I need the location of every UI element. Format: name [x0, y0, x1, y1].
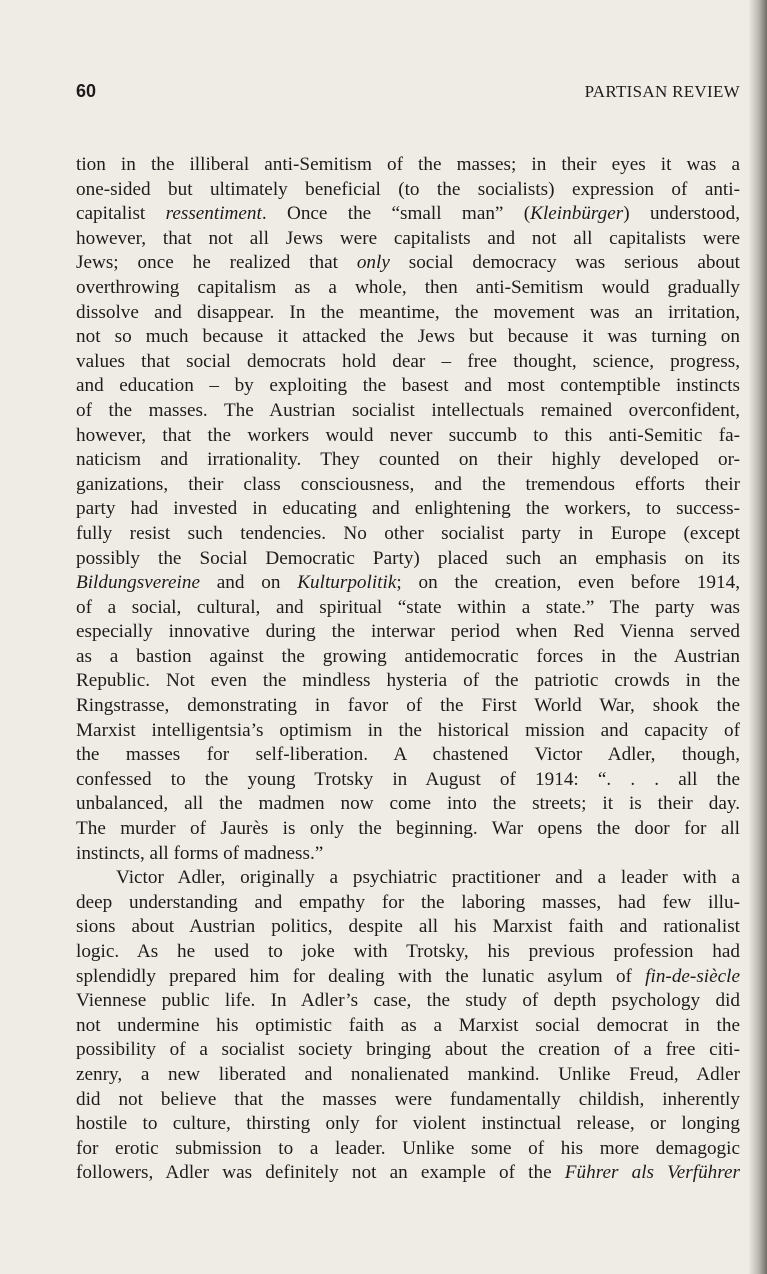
text-line	[76, 792, 740, 817]
text-line	[76, 965, 740, 990]
text-line	[76, 915, 740, 940]
body-text	[76, 153, 740, 1186]
italic-text: fin-de-siècle	[645, 965, 740, 987]
text-segment: did not believe that the masses were fundamentally childish, inherently	[76, 1088, 740, 1110]
text-line	[76, 571, 740, 596]
text-line	[76, 350, 740, 375]
text-segment: of the masses. The Austrian socialist intellectuals remained overconfident,	[76, 399, 740, 421]
text-segment: logic. As he used to joke with Trotsky, his previous profession had	[76, 941, 740, 962]
text-line	[76, 1137, 740, 1162]
text-segment: possibility of a socialist society bringing about the creation of a free citi-	[76, 1039, 740, 1061]
text-segment: ganizations, their class consciousness, and the tremendous efforts their	[76, 473, 740, 495]
text-segment: zenry, a new liberated and nonalienated mankind. Unlike Freud, Adler	[76, 1063, 740, 1085]
text-line	[76, 325, 740, 350]
italic-text: Kleinbürger	[530, 203, 624, 225]
text-segment: party had invested in educating and enlightening the workers, to success-	[76, 498, 740, 520]
text-segment: ) understood,	[623, 203, 741, 225]
italic-text: Kulturpolitik	[297, 572, 397, 594]
text-line	[76, 768, 740, 793]
page-number: 60	[76, 81, 97, 101]
text-segment: especially innovative during the interwar period when Red Vienna served	[76, 621, 740, 643]
text-line	[76, 473, 740, 498]
text-line	[76, 891, 740, 916]
text-line	[76, 743, 740, 768]
text-segment: The murder of Jaurès is only the beginning. War opens the door for all	[76, 818, 740, 840]
text-segment: ; on the creation, even before 1914,	[396, 572, 740, 594]
text-segment: splendidly prepared him for dealing with the lunatic asylum of	[76, 965, 646, 987]
text-segment: fully resist such tendencies. No other socialist party in Europe (except	[76, 522, 740, 544]
text-line	[76, 522, 740, 547]
text-segment: Victor Adler, originally a psychiatric practitioner and a leader with a	[116, 867, 740, 889]
text-segment: hostile to culture, thirsting only for violent instinctual release, or longing	[76, 1113, 740, 1135]
italic-text: Bildungsvereine	[76, 572, 200, 594]
text-segment: Jews; once he realized that	[76, 252, 357, 274]
text-segment: Viennese public life. In Adler’s case, the study of depth psychology did	[76, 990, 740, 1012]
text-line	[76, 153, 740, 178]
text-segment: possibly the Social Democratic Party) placed such an emphasis on its	[76, 547, 740, 569]
text-segment: instincts, all forms of madness.”	[76, 842, 324, 864]
text-segment: Ringstrasse, demonstrating in favor of the First World War, shook the	[76, 695, 740, 717]
text-segment: dissolve and disappear. In the meantime, the movement was an irritation,	[76, 301, 740, 323]
text-line	[76, 596, 740, 621]
italic-text: ressentiment	[165, 203, 262, 225]
text-line	[76, 424, 740, 449]
text-segment: of a social, cultural, and spiritual “state within a state.” The party was	[76, 596, 740, 618]
text-segment: naticism and irrationality. They counted on their highly developed or-	[76, 449, 740, 471]
text-segment: social democracy was serious about	[389, 252, 740, 274]
text-line	[76, 645, 740, 670]
text-line	[76, 620, 740, 645]
text-line	[76, 669, 740, 694]
text-segment: and education – by exploiting the basest and most contemptible instincts	[76, 375, 740, 397]
text-line	[76, 1161, 740, 1186]
text-line	[76, 866, 740, 891]
text-line	[76, 1112, 740, 1137]
text-line	[76, 497, 740, 522]
text-segment: capitalist	[76, 203, 166, 225]
text-line	[76, 301, 740, 326]
text-segment: one-sided but ultimately beneficial (to the socialists) expression of anti-	[76, 178, 740, 200]
running-head: PARTISAN REVIEW	[584, 82, 740, 101]
italic-text: only	[356, 252, 390, 274]
text-segment: unbalanced, all the madmen now come into the streets; it is their day.	[76, 793, 740, 815]
text-line	[76, 1088, 740, 1113]
text-segment: as a bastion against the growing antidemocratic forces in the Austrian	[76, 645, 740, 667]
text-line	[76, 374, 740, 399]
text-segment: deep understanding and empathy for the laboring masses, had few illu-	[76, 891, 740, 913]
text-segment: overthrowing capitalism as a whole, then anti-Semitism would gradually	[76, 276, 740, 298]
text-line	[76, 842, 740, 867]
text-line	[76, 1038, 740, 1063]
page-edge-shadow	[749, 0, 767, 1274]
text-segment: Republic. Not even the mindless hysteria of the patriotic crowds in the	[76, 670, 740, 692]
text-segment: . Once the “small man” (	[261, 203, 531, 225]
text-segment: not so much because it attacked the Jews but because it was turning on	[76, 326, 740, 348]
text-line	[76, 1014, 740, 1039]
text-segment: however, that the workers would never succumb to this anti-Semitic fa-	[76, 424, 740, 446]
text-line	[76, 399, 740, 424]
text-line	[76, 251, 740, 276]
text-segment: followers, Adler was definitely not an example of the	[76, 1162, 565, 1184]
text-line	[76, 276, 740, 301]
text-line	[76, 547, 740, 572]
text-line	[76, 202, 740, 227]
text-line	[76, 448, 740, 473]
text-segment: values that social democrats hold dear – free thought, science, progress,	[76, 350, 740, 372]
text-line	[76, 178, 740, 203]
text-line	[76, 719, 740, 744]
text-line	[76, 817, 740, 842]
text-segment: and on	[199, 572, 298, 594]
italic-text: Führer als Verführer	[564, 1162, 740, 1184]
text-segment: however, that not all Jews were capitalists and not all capitalists were	[76, 227, 740, 249]
text-segment: Marxist intelligentsia’s optimism in the historical mission and capacity of	[76, 719, 740, 741]
text-line	[76, 227, 740, 252]
text-segment: not undermine his optimistic faith as a Marxist social democrat in the	[76, 1014, 740, 1036]
text-segment: the masses for self-liberation. A chastened Victor Adler, though,	[76, 744, 740, 766]
text-line	[76, 989, 740, 1014]
text-segment: for erotic submission to a leader. Unlike some of his more demagogic	[76, 1137, 740, 1159]
text-line	[76, 940, 740, 965]
text-segment: sions about Austrian politics, despite all his Marxist faith and rationalist	[76, 916, 740, 938]
text-segment: confessed to the young Trotsky in August of 1914: “. . . all the	[76, 768, 740, 790]
text-line	[76, 1063, 740, 1088]
text-line	[76, 694, 740, 719]
text-segment: tion in the illiberal anti-Semitism of the masses; in their eyes it was a	[76, 154, 740, 175]
page-header	[76, 80, 740, 104]
